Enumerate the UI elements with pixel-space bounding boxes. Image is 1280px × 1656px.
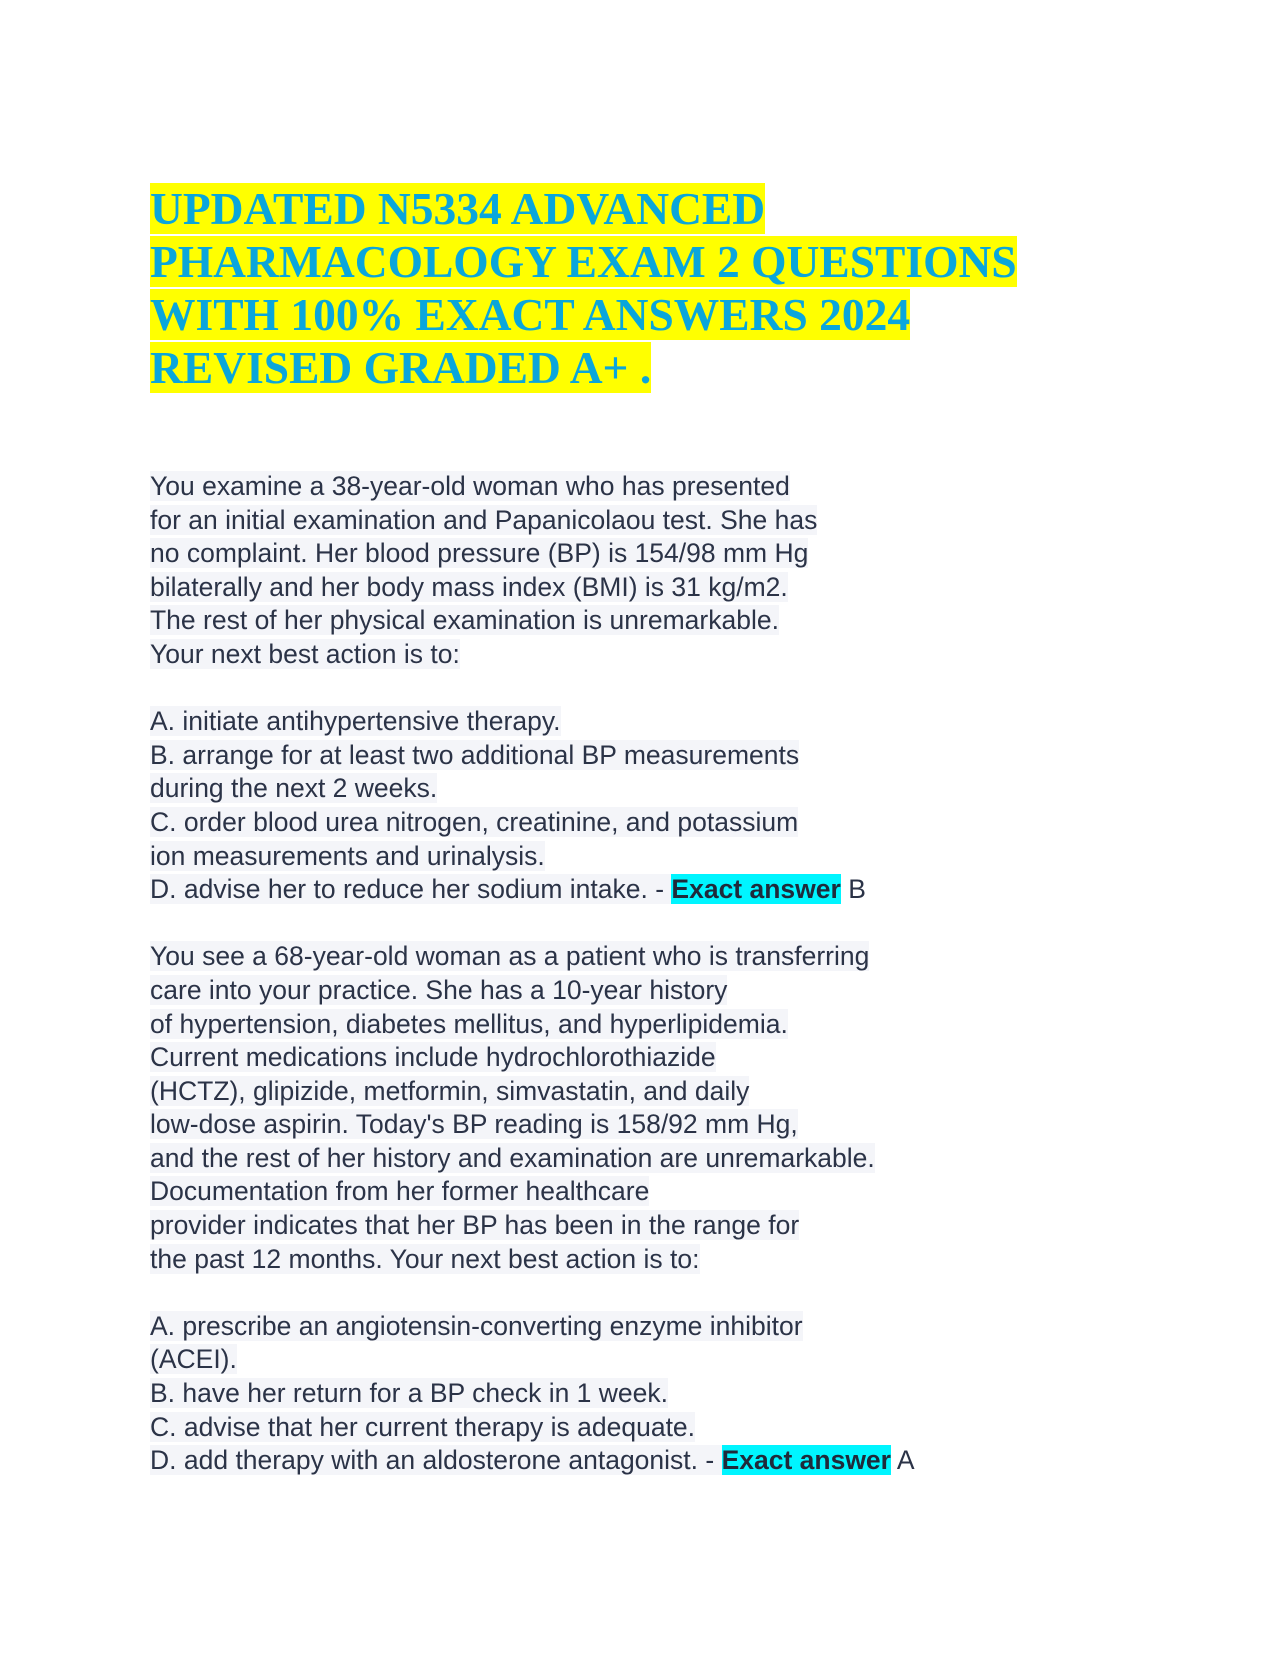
stem-line: the past 12 months. Your next best action is to: xyxy=(150,1243,700,1274)
title-line: PHARMACOLOGY EXAM 2 QUESTIONS xyxy=(150,236,1017,287)
option-line: B. have her return for a BP check in 1 week. xyxy=(150,1378,669,1409)
document-title xyxy=(150,182,1090,394)
question-1 xyxy=(150,470,1090,907)
exact-answer-label: Exact answer xyxy=(721,1445,891,1476)
option-line: A. initiate antihypertensive therapy. xyxy=(150,706,561,737)
option-line: B. arrange for at least two additional BP measurements xyxy=(150,739,800,770)
stem-line: for an initial examination and Papanicolaou test. She has xyxy=(150,504,818,535)
stem-line: care into your practice. She has a 10-year history xyxy=(150,974,728,1005)
option-line: C. advise that her current therapy is adequate. xyxy=(150,1411,696,1442)
stem-line: and the rest of her history and examination are unremarkable. xyxy=(150,1142,875,1173)
questions-body xyxy=(150,470,1090,1478)
stem-line: no complaint. Her blood pressure (BP) is 154/98 mm Hg xyxy=(150,538,809,569)
option-line: C. order blood urea nitrogen, creatinine, and potassium xyxy=(150,806,799,837)
stem-line: You examine a 38-year-old woman who has presented xyxy=(150,471,790,501)
option-line-with-answer: D. add therapy with an aldosterone antagonist. - Exact answer A xyxy=(150,1445,915,1476)
exact-answer-label: Exact answer xyxy=(671,874,841,905)
document-page xyxy=(150,182,1090,1478)
title-line: REVISED GRADED A+ . xyxy=(150,342,652,393)
option-line: ion measurements and urinalysis. xyxy=(150,840,545,871)
question-options xyxy=(150,1310,1090,1478)
question-options xyxy=(150,705,1090,907)
stem-line: You see a 68-year-old woman as a patient who is transferring xyxy=(150,941,870,972)
answer-value: B xyxy=(840,874,866,905)
stem-line: bilaterally and her body mass index (BMI) is 31 kg/m2. xyxy=(150,571,788,602)
stem-line: Your next best action is to: xyxy=(150,638,460,669)
answer-value: A xyxy=(890,1445,915,1476)
spacer xyxy=(150,907,1090,941)
stem-line: Current medications include hydrochlorothiazide xyxy=(150,1042,716,1073)
option-line: during the next 2 weeks. xyxy=(150,773,438,804)
spacer xyxy=(150,1276,1090,1310)
title-line: WITH 100% EXACT ANSWERS 2024 xyxy=(150,289,911,340)
stem-line: low-dose aspirin. Today's BP reading is 158/92 mm Hg, xyxy=(150,1109,798,1140)
question-stem xyxy=(150,470,1090,672)
stem-line: provider indicates that her BP has been in the range for xyxy=(150,1210,800,1241)
option-line: A. prescribe an angiotensin-converting enzyme inhibitor xyxy=(150,1310,803,1341)
option-line-with-answer: D. advise her to reduce her sodium intake. - Exact answer B xyxy=(150,874,866,905)
spacer xyxy=(150,672,1090,706)
question-2 xyxy=(150,940,1090,1478)
stem-line: of hypertension, diabetes mellitus, and hyperlipidemia. xyxy=(150,1008,788,1039)
stem-line: Documentation from her former healthcare xyxy=(150,1176,650,1207)
stem-line: (HCTZ), glipizide, metformin, simvastatin, and daily xyxy=(150,1075,750,1106)
stem-line: The rest of her physical examination is unremarkable. xyxy=(150,605,779,636)
question-stem xyxy=(150,940,1090,1276)
option-line: (ACEI). xyxy=(150,1344,237,1375)
title-line: UPDATED N5334 ADVANCED xyxy=(150,183,766,234)
